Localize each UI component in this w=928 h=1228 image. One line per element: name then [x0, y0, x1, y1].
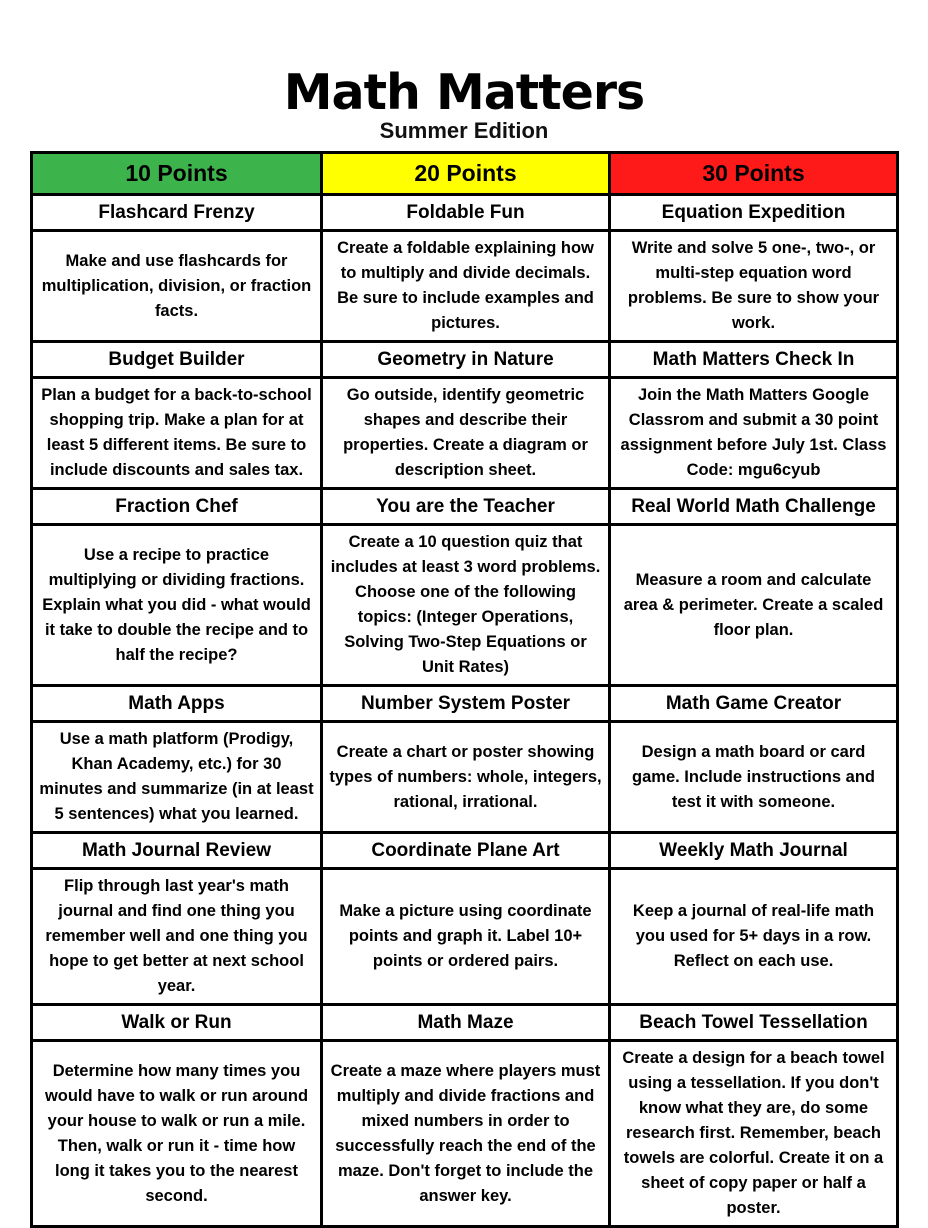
header-20-points: 20 Points — [322, 153, 610, 195]
activity-title: Real World Math Challenge — [610, 489, 898, 525]
activity-description: Measure a room and calculate area & perimeter. Create a scaled floor plan. — [610, 525, 898, 686]
activity-title: Beach Towel Tessellation — [610, 1005, 898, 1041]
header-30-points: 30 Points — [610, 153, 898, 195]
activity-description: Determine how many times you would have to walk or run around your house to walk or run a mile. Then, walk or run it - time how long it takes you to the nearest second. — [32, 1041, 322, 1227]
activity-description: Go outside, identify geometric shapes and describe their properties. Create a diagram or description sheet. — [322, 378, 610, 489]
activity-description-row — [32, 869, 898, 1005]
activity-description: Make and use flashcards for multiplication, division, or fraction facts. — [32, 231, 322, 342]
header-10-points: 10 Points — [32, 153, 322, 195]
activity-description: Create a chart or poster showing types of numbers: whole, integers, rational, irrational. — [322, 722, 610, 833]
activity-description: Write and solve 5 one-, two-, or multi-step equation word problems. Be sure to show your work. — [610, 231, 898, 342]
activity-title: Geometry in Nature — [322, 342, 610, 378]
activity-title: Math Matters Check In — [610, 342, 898, 378]
activity-description: Create a foldable explaining how to multiply and divide decimals. Be sure to include examples and pictures. — [322, 231, 610, 342]
activity-description: Design a math board or card game. Include instructions and test it with someone. — [610, 722, 898, 833]
page-subtitle: Summer Edition — [379, 118, 549, 143]
activity-description: Use a math platform (Prodigy, Khan Academy, etc.) for 30 minutes and summarize (in at least 5 sentences) what you learned. — [32, 722, 322, 833]
activity-title: Weekly Math Journal — [610, 833, 898, 869]
activity-title: Coordinate Plane Art — [322, 833, 610, 869]
activity-title: Foldable Fun — [322, 195, 610, 231]
activity-description: Use a recipe to practice multiplying or dividing fractions. Explain what you did - what would it take to double the recipe and to half the recipe? — [32, 525, 322, 686]
activity-title: Budget Builder — [32, 342, 322, 378]
activity-title-row — [32, 1005, 898, 1041]
activity-title-row — [32, 686, 898, 722]
activity-title-row — [32, 195, 898, 231]
activity-title: Equation Expedition — [610, 195, 898, 231]
activity-description-row — [32, 525, 898, 686]
points-header-row — [32, 153, 898, 195]
activity-title: Number System Poster — [322, 686, 610, 722]
activity-title: Math Game Creator — [610, 686, 898, 722]
activity-description: Create a 10 question quiz that includes at least 3 word problems. Choose one of the following topics: (Integer Operations, Solving Two-Step Equations or Unit Rates) — [322, 525, 610, 686]
activity-description: Create a design for a beach towel using a tessellation. If you don't know what they are, do some research first. Remember, beach towels are colorful. Create it on a sheet of copy paper or half a poster. — [610, 1041, 898, 1227]
activity-title-row — [32, 489, 898, 525]
activity-description: Join the Math Matters Google Classrom and submit a 30 point assignment before July 1st. Class Code: mgu6cyub — [610, 378, 898, 489]
activity-title: Math Maze — [322, 1005, 610, 1041]
activity-description: Make a picture using coordinate points and graph it. Label 10+ points or ordered pairs. — [322, 869, 610, 1005]
activity-description: Keep a journal of real-life math you used for 5+ days in a row. Reflect on each use. — [610, 869, 898, 1005]
activity-description-row — [32, 1041, 898, 1227]
choice-board-table — [30, 151, 899, 1228]
activity-title-row — [32, 833, 898, 869]
page-title: Math Matters — [283, 64, 645, 121]
activity-title: Math Apps — [32, 686, 322, 722]
activity-title: Fraction Chef — [32, 489, 322, 525]
activity-title: You are the Teacher — [322, 489, 610, 525]
activity-title: Walk or Run — [32, 1005, 322, 1041]
activity-title-row — [32, 342, 898, 378]
activity-description: Flip through last year's math journal and find one thing you remember well and one thing you hope to get better at next school year. — [32, 869, 322, 1005]
activity-description: Plan a budget for a back-to-school shopping trip. Make a plan for at least 5 different items. Be sure to include discounts and sales tax. — [32, 378, 322, 489]
activity-title: Math Journal Review — [32, 833, 322, 869]
activity-description: Create a maze where players must multiply and divide fractions and mixed numbers in order to successfully reach the end of the maze. Don't forget to include the answer key. — [322, 1041, 610, 1227]
activity-description-row — [32, 231, 898, 342]
activity-description-row — [32, 378, 898, 489]
activity-description-row — [32, 722, 898, 833]
activity-title: Flashcard Frenzy — [32, 195, 322, 231]
